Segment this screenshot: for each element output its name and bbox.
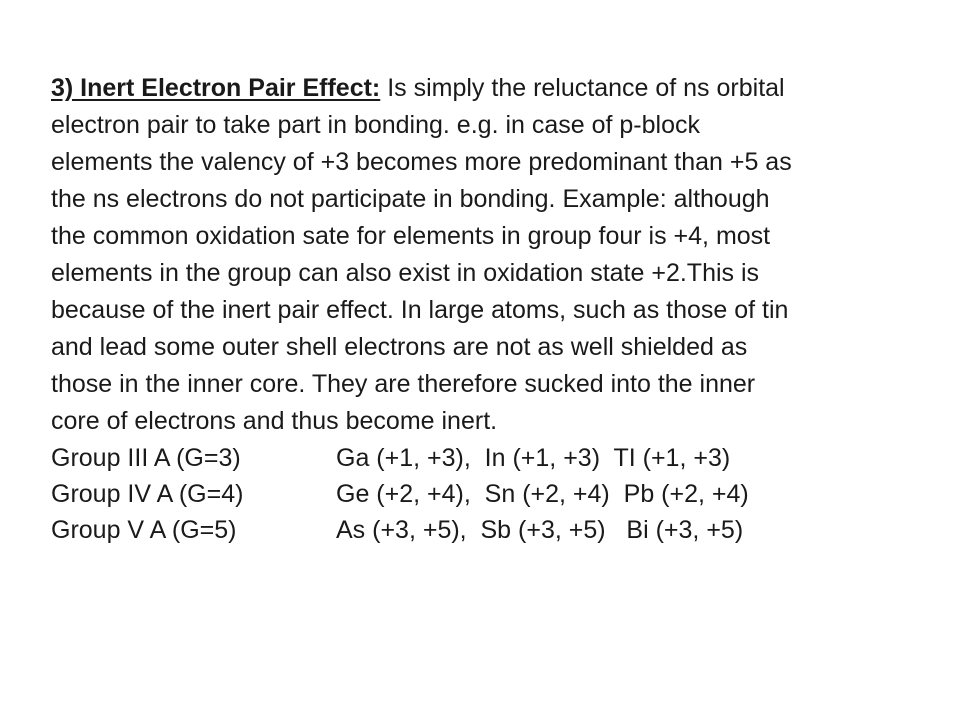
paragraph-line-8: and lead some outer shell electrons are not as well shielded as: [51, 333, 748, 361]
group-oxidation-states: Ga (+1, +3), In (+1, +3) TI (+1, +3): [336, 444, 731, 472]
section-heading: 3) Inert Electron Pair Effect:: [51, 74, 381, 102]
paragraph-line-5: the common oxidation sate for elements in group four is +4, most: [51, 222, 771, 250]
group-row-v: [51, 512, 921, 548]
paragraph-line-4: the ns electrons do not participate in bonding. Example: although: [51, 185, 770, 213]
slide-content: [51, 70, 921, 548]
group-row-iii: [51, 440, 921, 476]
group-row-iv: [51, 476, 921, 512]
group-oxidation-states: Ge (+2, +4), Sn (+2, +4) Pb (+2, +4): [336, 480, 749, 508]
paragraph-text: Is simply the reluctance of ns orbital: [380, 74, 785, 102]
inert-pair-paragraph: [51, 70, 921, 440]
group-name: Group V A (G=5): [51, 516, 237, 544]
paragraph-line-6: elements in the group can also exist in oxidation state +2.This is: [51, 259, 760, 287]
paragraph-line-7: because of the inert pair effect. In large atoms, such as those of tin: [51, 296, 789, 324]
group-oxidation-states: As (+3, +5), Sb (+3, +5) Bi (+3, +5): [336, 516, 744, 544]
paragraph-line-10: core of electrons and thus become inert.: [51, 407, 498, 435]
group-name: Group III A (G=3): [51, 444, 241, 472]
paragraph-line-2: electron pair to take part in bonding. e.g. in case of p-block: [51, 111, 700, 139]
oxidation-states-table: [51, 440, 921, 548]
paragraph-line-1: [51, 70, 921, 107]
paragraph-line-9: those in the inner core. They are therefore sucked into the inner: [51, 370, 756, 398]
paragraph-line-3: elements the valency of +3 becomes more predominant than +5 as: [51, 148, 792, 176]
group-name: Group IV A (G=4): [51, 480, 244, 508]
